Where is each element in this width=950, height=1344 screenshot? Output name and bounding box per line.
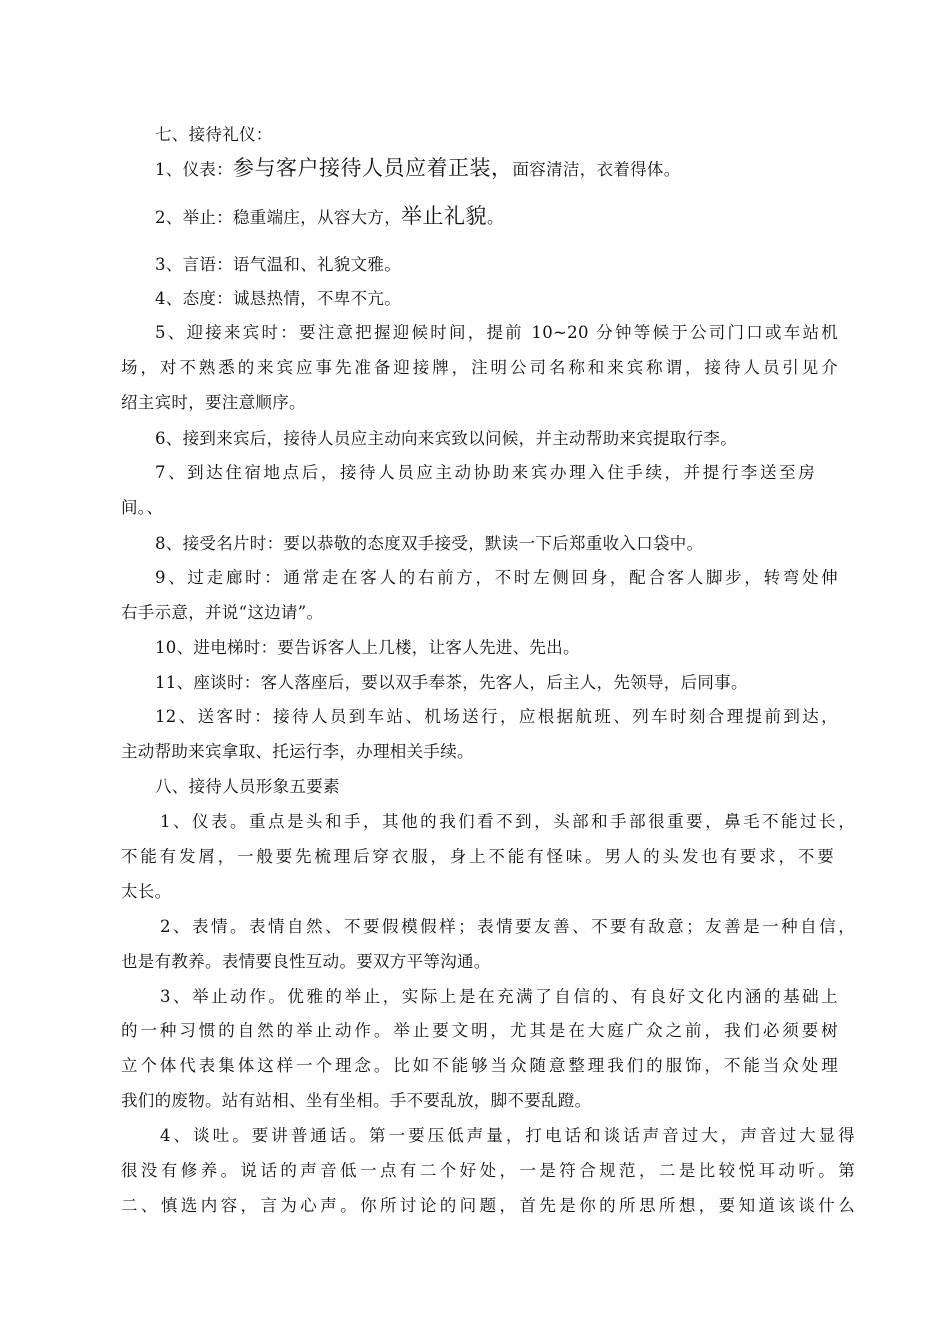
section7-item5-line3: 绍主宾时，要注意顺序。 <box>121 393 306 412</box>
section7-item11: 11、座谈时：客人落座后，要以双手奉茶，先客人，后主人，先领导，后同事。 <box>155 673 748 692</box>
section7-item12-line2: 主动帮助来宾拿取、托运行李，办理相关手续。 <box>121 742 474 761</box>
section7-heading: 七、接待礼仪： <box>155 125 273 144</box>
section8-item1-line1: 1、仪表。重点是头和手，其他的我们看不到，头部和手部很重要，鼻毛不能过长， <box>160 812 855 831</box>
section8-item1-line2: 不能有发屑，一般要先梳理后穿衣服，身上不能有怪味。男人的头发也有要求，不要 <box>121 847 834 866</box>
section7-item6: 6、接到来宾后，接待人员应主动向来宾致以问候，并主动帮助来宾提取行李。 <box>155 429 737 448</box>
section8-heading: 八、接待人员形象五要素 <box>155 777 340 796</box>
section7-item2 <box>155 205 504 229</box>
section7-item8: 8、接受名片时：要以恭敬的态度双手接受，默读一下后郑重收入口袋中。 <box>155 534 704 553</box>
section8-item3-line2: 的一种习惯的自然的举止动作。举止要文明，尤其是在大庭广众之前，我们必须要树 <box>121 1021 838 1040</box>
item1-prefix: 1、仪表： <box>155 160 233 179</box>
item2-emphasis: 举止礼貌 <box>401 204 487 228</box>
section7-item5-line2: 场，对不熟悉的来宾应事先准备迎接牌，注明公司名称和来宾称谓，接待人员引见介 <box>121 358 838 377</box>
section8-item3-line3: 立个体代表集体这样一个理念。比如不能够当众随意整理我们的服饰，不能当众处理 <box>121 1056 838 1075</box>
section8-item1-line3: 太长。 <box>121 882 172 901</box>
section8-item2-line2: 也是有教养。表情要良性互动。要双方平等沟通。 <box>121 952 491 971</box>
section8-item3-line1: 3、举止动作。优雅的举止，实际上是在充满了自信的、有良好文化内涵的基础上 <box>160 987 838 1006</box>
section8-item4-line3: 二、慎选内容，言为心声。你所讨论的问题，首先是你的所思所想，要知道该谈什么 <box>121 1196 855 1215</box>
section7-item9-line2: 右手示意，并说“这边请”。 <box>121 603 324 622</box>
item1-emphasis: 参与客户接待人员应着正装， <box>233 156 513 180</box>
section7-item1 <box>155 157 681 181</box>
section7-item10: 10、进电梯时：要告诉客人上几楼，让客人先进、先出。 <box>155 638 580 657</box>
item2-suffix: 。 <box>487 208 504 227</box>
item2-prefix: 2、举止：稳重端庄，从容大方， <box>155 208 401 227</box>
section8-item3-line4: 我们的废物。站有站相、坐有坐相。手不要乱放，脚不要乱蹬。 <box>121 1091 592 1110</box>
section7-item12-line1: 12、送客时：接待人员到车站、机场送行，应根据航班、列车时刻合理提前到达， <box>155 707 838 726</box>
item1-suffix: 面容清洁，衣着得体。 <box>512 160 681 179</box>
section7-item9-line1: 9、过走廊时：通常走在客人的右前方，不时左侧回身，配合客人脚步，转弯处伸 <box>155 568 838 587</box>
section8-item4-line1: 4、谈吐。要讲普通话。第一要压低声量，打电话和谈话声音过大，声音过大显得 <box>160 1126 855 1145</box>
section8-item2-line1: 2、表情。表情自然、不要假模假样；表情要友善、不要有敌意；友善是一种自信， <box>160 917 855 936</box>
section7-item7-line2: 间。、 <box>121 498 164 517</box>
section8-item4-line2: 很没有修养。说话的声音低一点有二个好处，一是符合规范，二是比较悦耳动听。第 <box>121 1161 855 1180</box>
section7-item3: 3、言语：语气温和、礼貌文雅。 <box>155 255 401 274</box>
section7-item5-line1: 5、迎接来宾时：要注意把握迎候时间，提前 10~20 分钟等候于公司门口或车站机 <box>155 323 838 342</box>
section7-item7-line1: 7、到达住宿地点后，接待人员应主动协助来宾办理入住手续，并提行李送至房 <box>155 463 815 482</box>
section7-item4: 4、态度：诚恳热情，不卑不亢。 <box>155 289 401 308</box>
